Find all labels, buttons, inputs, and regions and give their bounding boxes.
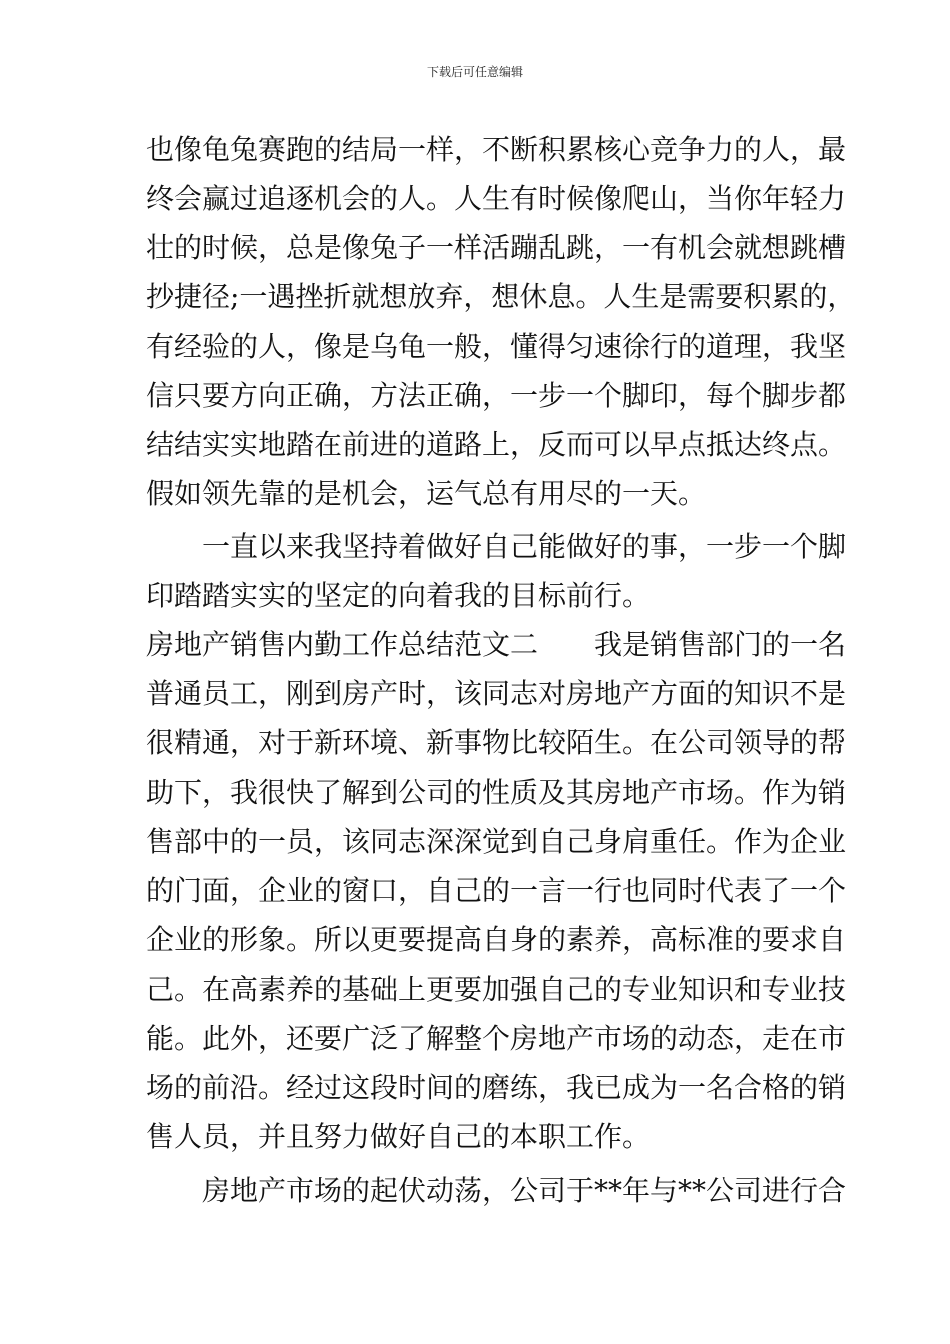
text-line: 能。此外，还要广泛了解整个房地产市场的动态，走在市 xyxy=(146,1022,847,1055)
text-line: 售人员，并且努力做好自己的本职工作。 xyxy=(146,1120,651,1153)
text-line: 也像龟兔赛跑的结局一样，不断积累核心竞争力的人，最 xyxy=(146,133,847,166)
text-line: 抄捷径;一遇挫折就想放弃，想休息。人生是需要积累的， xyxy=(146,280,856,313)
text-line: 场的前沿。经过这段时间的磨练，我已成为一名合格的销 xyxy=(146,1071,847,1104)
text-line: 房地产销售内勤工作总结范文二 我是销售部门的一名 xyxy=(146,628,847,661)
text-line: 助下，我很快了解到公司的性质及其房地产市场。作为销 xyxy=(146,776,847,809)
text-line: 售部中的一员，该同志深深觉到自己身肩重任。作为企业 xyxy=(146,825,847,858)
page-header: 下载后可任意编辑 xyxy=(426,65,523,79)
text-line: 企业的形象。所以更要提高自身的素养，高标准的要求自 xyxy=(146,923,847,956)
text-line: 壮的时候，总是像兔子一样活蹦乱跳，一有机会就想跳槽 xyxy=(146,231,847,264)
text-line: 很精通，对于新环境、新事物比较陌生。在公司领导的帮 xyxy=(146,726,847,759)
text-line: 一直以来我坚持着做好自己能做好的事，一步一个脚 xyxy=(202,530,847,563)
text-line: 普通员工，刚到房产时，该同志对房地产方面的知识不是 xyxy=(146,677,847,710)
text-line: 印踏踏实实的坚定的向着我的目标前行。 xyxy=(146,579,651,612)
text-line: 结结实实地踏在前进的道路上，反而可以早点抵达终点。 xyxy=(146,428,847,461)
text-line: 房地产市场的起伏动荡，公司于**年与**公司进行合 xyxy=(202,1174,847,1207)
text-line: 假如领先靠的是机会，运气总有用尽的一天。 xyxy=(146,477,707,510)
text-line: 信只要方向正确，方法正确，一步一个脚印，每个脚步都 xyxy=(146,379,847,412)
text-line: 己。在高素养的基础上更要加强自己的专业知识和专业技 xyxy=(146,973,847,1006)
text-line: 的门面，企业的窗口，自己的一言一行也同时代表了一个 xyxy=(146,874,847,907)
text-line: 有经验的人，像是乌龟一般，懂得匀速徐行的道理，我坚 xyxy=(146,330,847,363)
text-line: 终会赢过追逐机会的人。人生有时候像爬山，当你年轻力 xyxy=(146,182,847,215)
